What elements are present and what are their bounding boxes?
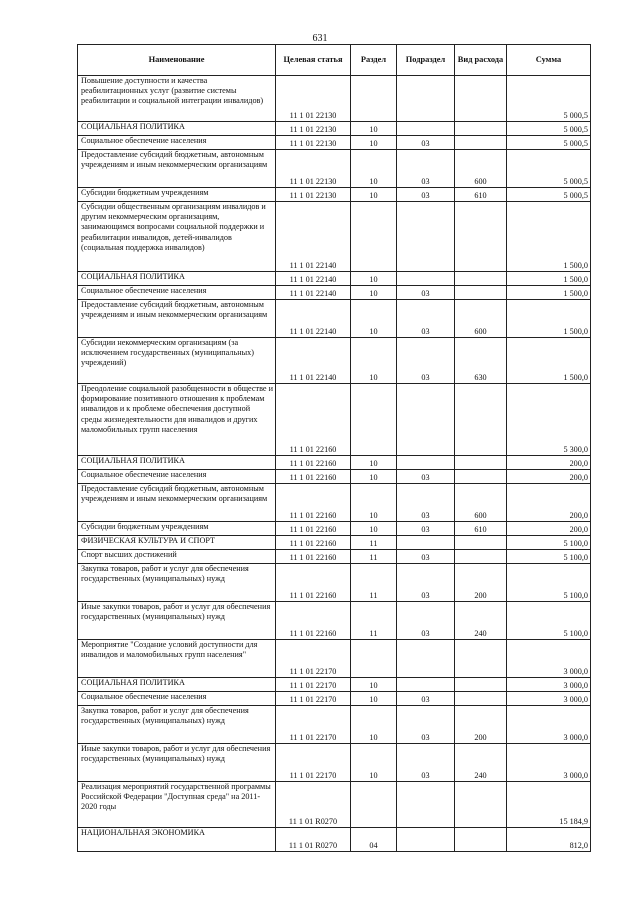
row-target-article: 11 1 01 22140 [276, 338, 351, 384]
row-amount: 5 000,5 [507, 122, 591, 136]
row-target-article: 11 1 01 22170 [276, 640, 351, 678]
header-amount: Сумма [507, 45, 591, 76]
row-target-article: 11 1 01 R0270 [276, 828, 351, 852]
row-amount: 3 000,0 [507, 678, 591, 692]
row-target-article: 11 1 01 22170 [276, 692, 351, 706]
row-target-article: 11 1 01 22160 [276, 536, 351, 550]
row-amount: 200,0 [507, 484, 591, 522]
row-subsection: 03 [397, 188, 455, 202]
row-section: 10 [351, 300, 397, 338]
table-row [78, 640, 591, 678]
row-section: 11 [351, 550, 397, 564]
row-subsection: 03 [397, 550, 455, 564]
row-name: СОЦИАЛЬНАЯ ПОЛИТИКА [78, 272, 276, 286]
row-target-article: 11 1 01 22140 [276, 286, 351, 300]
row-expense-type [455, 550, 507, 564]
row-subsection [397, 536, 455, 550]
row-section [351, 202, 397, 272]
row-section: 10 [351, 470, 397, 484]
row-amount: 5 000,5 [507, 136, 591, 150]
row-amount: 5 100,0 [507, 536, 591, 550]
row-amount: 5 000,5 [507, 188, 591, 202]
row-target-article: 11 1 01 22130 [276, 122, 351, 136]
row-subsection: 03 [397, 564, 455, 602]
row-amount: 5 300,0 [507, 384, 591, 456]
row-section: 10 [351, 522, 397, 536]
table-row [78, 286, 591, 300]
table-row [78, 272, 591, 286]
table-row [78, 76, 591, 122]
row-subsection [397, 384, 455, 456]
table-row [78, 300, 591, 338]
row-amount: 3 000,0 [507, 744, 591, 782]
table-row [78, 744, 591, 782]
row-name: Предоставление субсидий бюджетным, автономным учреждениям и иным некоммерческим организациям [78, 300, 276, 338]
table-row [78, 706, 591, 744]
row-expense-type [455, 782, 507, 828]
table-row [78, 522, 591, 536]
table-row [78, 150, 591, 188]
row-amount: 3 000,0 [507, 640, 591, 678]
row-section: 10 [351, 692, 397, 706]
row-amount: 812,0 [507, 828, 591, 852]
row-expense-type: 630 [455, 338, 507, 384]
table-row [78, 122, 591, 136]
row-subsection: 03 [397, 300, 455, 338]
row-subsection [397, 640, 455, 678]
row-subsection: 03 [397, 744, 455, 782]
table-row [78, 136, 591, 150]
row-section [351, 640, 397, 678]
row-amount: 1 500,0 [507, 286, 591, 300]
row-expense-type [455, 470, 507, 484]
row-expense-type: 200 [455, 706, 507, 744]
table-row [78, 202, 591, 272]
row-target-article: 11 1 01 22160 [276, 456, 351, 470]
row-section: 10 [351, 272, 397, 286]
row-target-article: 11 1 01 22160 [276, 522, 351, 536]
row-subsection: 03 [397, 470, 455, 484]
row-amount: 1 500,0 [507, 272, 591, 286]
row-section: 11 [351, 564, 397, 602]
row-section: 10 [351, 744, 397, 782]
row-name: Спорт высших достижений [78, 550, 276, 564]
row-amount: 15 184,9 [507, 782, 591, 828]
row-name: Социальное обеспечение населения [78, 692, 276, 706]
row-name: СОЦИАЛЬНАЯ ПОЛИТИКА [78, 122, 276, 136]
row-target-article: 11 1 01 22130 [276, 76, 351, 122]
row-expense-type [455, 456, 507, 470]
row-name: Преодоление социальной разобщенности в обществе и формирование позитивного отношения к проблемам инвалидов и к проблеме обеспечения доступной среды жизнедеятельности для инвалидов и других маломобильных групп населения [78, 384, 276, 456]
header-subsection: Подраздел [397, 45, 455, 76]
row-target-article: 11 1 01 22160 [276, 470, 351, 484]
row-expense-type: 240 [455, 744, 507, 782]
row-target-article: 11 1 01 22160 [276, 384, 351, 456]
row-section: 10 [351, 706, 397, 744]
table-row [78, 692, 591, 706]
row-name: Субсидии бюджетным учреждениям [78, 188, 276, 202]
row-name: Предоставление субсидий бюджетным, автономным учреждениям и иным некоммерческим организациям [78, 150, 276, 188]
row-expense-type: 610 [455, 522, 507, 536]
row-section: 10 [351, 338, 397, 384]
row-subsection: 03 [397, 150, 455, 188]
row-name: НАЦИОНАЛЬНАЯ ЭКОНОМИКА [78, 828, 276, 852]
row-expense-type [455, 692, 507, 706]
row-target-article: 11 1 01 22140 [276, 272, 351, 286]
row-name: Закупка товаров, работ и услуг для обеспечения государственных (муниципальных) нужд [78, 564, 276, 602]
table-row [78, 338, 591, 384]
row-expense-type [455, 272, 507, 286]
row-section: 10 [351, 122, 397, 136]
row-subsection: 03 [397, 484, 455, 522]
row-section [351, 384, 397, 456]
row-expense-type [455, 136, 507, 150]
row-subsection: 03 [397, 692, 455, 706]
table-row [78, 828, 591, 852]
row-amount: 3 000,0 [507, 692, 591, 706]
row-subsection [397, 782, 455, 828]
row-target-article: 11 1 01 22170 [276, 706, 351, 744]
row-name: Субсидии некоммерческим организациям (за исключением государственных (муниципальных) учреждений) [78, 338, 276, 384]
table-row [78, 678, 591, 692]
table-row [78, 188, 591, 202]
row-name: Предоставление субсидий бюджетным, автономным учреждениям и иным некоммерческим организациям [78, 484, 276, 522]
page-number: 631 [312, 33, 328, 44]
table-header-row [78, 45, 591, 76]
row-name: Субсидии общественным организациям инвалидов и другим некоммерческим организациям, занимающимся вопросами социальной поддержки и реабилитации инвалидов, детей-инвалидов (социальная поддержка инвалидов) [78, 202, 276, 272]
row-expense-type [455, 122, 507, 136]
table-row [78, 484, 591, 522]
row-target-article: 11 1 01 22160 [276, 550, 351, 564]
table-row [78, 564, 591, 602]
row-expense-type: 600 [455, 484, 507, 522]
row-expense-type [455, 828, 507, 852]
row-subsection [397, 76, 455, 122]
row-section: 10 [351, 188, 397, 202]
row-amount: 200,0 [507, 456, 591, 470]
row-target-article: 11 1 01 22130 [276, 136, 351, 150]
row-name: Повышение доступности и качества реабилитационных услуг (развитие системы реабилитации и социальной интеграции инвалидов) [78, 76, 276, 122]
row-target-article: 11 1 01 22140 [276, 202, 351, 272]
row-target-article: 11 1 01 22160 [276, 564, 351, 602]
row-name: Реализация мероприятий государственной программы Российской Федерации "Доступная среда" на 2011-2020 годы [78, 782, 276, 828]
table-row [78, 782, 591, 828]
row-amount: 200,0 [507, 470, 591, 484]
row-name: СОЦИАЛЬНАЯ ПОЛИТИКА [78, 678, 276, 692]
row-target-article: 11 1 01 22170 [276, 744, 351, 782]
row-target-article: 11 1 01 22170 [276, 678, 351, 692]
row-name: Мероприятие "Создание условий доступности для инвалидов и маломобильных групп населения" [78, 640, 276, 678]
row-expense-type: 600 [455, 300, 507, 338]
row-subsection: 03 [397, 522, 455, 536]
row-target-article: 11 1 01 22160 [276, 602, 351, 640]
row-target-article: 11 1 01 22140 [276, 300, 351, 338]
header-name: Наименование [78, 45, 276, 76]
row-name: СОЦИАЛЬНАЯ ПОЛИТИКА [78, 456, 276, 470]
row-subsection: 03 [397, 136, 455, 150]
row-subsection [397, 678, 455, 692]
table-row [78, 550, 591, 564]
row-amount: 1 500,0 [507, 338, 591, 384]
row-section [351, 76, 397, 122]
row-expense-type: 600 [455, 150, 507, 188]
row-target-article: 11 1 01 22130 [276, 150, 351, 188]
row-amount: 1 500,0 [507, 202, 591, 272]
header-section: Раздел [351, 45, 397, 76]
row-subsection [397, 456, 455, 470]
row-subsection [397, 828, 455, 852]
row-section [351, 782, 397, 828]
row-amount: 5 100,0 [507, 550, 591, 564]
row-section: 10 [351, 150, 397, 188]
table-row [78, 384, 591, 456]
row-section: 11 [351, 536, 397, 550]
row-section: 11 [351, 602, 397, 640]
row-subsection: 03 [397, 602, 455, 640]
row-amount: 5 000,5 [507, 76, 591, 122]
row-expense-type: 240 [455, 602, 507, 640]
row-name: Социальное обеспечение населения [78, 470, 276, 484]
row-subsection: 03 [397, 286, 455, 300]
row-expense-type [455, 286, 507, 300]
row-name: Иные закупки товаров, работ и услуг для обеспечения государственных (муниципальных) нужд [78, 602, 276, 640]
row-expense-type [455, 384, 507, 456]
row-name: Социальное обеспечение населения [78, 136, 276, 150]
row-name: Социальное обеспечение населения [78, 286, 276, 300]
row-amount: 200,0 [507, 522, 591, 536]
table-row [78, 536, 591, 550]
header-target-article: Целевая статья [276, 45, 351, 76]
row-subsection [397, 272, 455, 286]
row-amount: 5 000,5 [507, 150, 591, 188]
row-section: 10 [351, 286, 397, 300]
row-expense-type [455, 640, 507, 678]
row-expense-type [455, 76, 507, 122]
row-name: Закупка товаров, работ и услуг для обеспечения государственных (муниципальных) нужд [78, 706, 276, 744]
row-expense-type [455, 536, 507, 550]
row-expense-type [455, 678, 507, 692]
row-subsection: 03 [397, 338, 455, 384]
row-amount: 5 100,0 [507, 602, 591, 640]
row-expense-type [455, 202, 507, 272]
row-subsection: 03 [397, 706, 455, 744]
row-expense-type: 200 [455, 564, 507, 602]
table-row [78, 602, 591, 640]
row-expense-type: 610 [455, 188, 507, 202]
budget-table [77, 44, 591, 852]
row-section: 10 [351, 484, 397, 522]
row-section: 04 [351, 828, 397, 852]
row-subsection [397, 122, 455, 136]
table-row [78, 470, 591, 484]
row-target-article: 11 1 01 22160 [276, 484, 351, 522]
row-amount: 3 000,0 [507, 706, 591, 744]
row-section: 10 [351, 136, 397, 150]
row-amount: 1 500,0 [507, 300, 591, 338]
row-subsection [397, 202, 455, 272]
row-target-article: 11 1 01 22130 [276, 188, 351, 202]
table-row [78, 456, 591, 470]
row-name: Субсидии бюджетным учреждениям [78, 522, 276, 536]
row-name: Иные закупки товаров, работ и услуг для обеспечения государственных (муниципальных) нужд [78, 744, 276, 782]
row-name: ФИЗИЧЕСКАЯ КУЛЬТУРА И СПОРТ [78, 536, 276, 550]
row-section: 10 [351, 456, 397, 470]
header-expense-type: Вид расхода [455, 45, 507, 76]
row-section: 10 [351, 678, 397, 692]
row-target-article: 11 1 01 R0270 [276, 782, 351, 828]
row-amount: 5 100,0 [507, 564, 591, 602]
